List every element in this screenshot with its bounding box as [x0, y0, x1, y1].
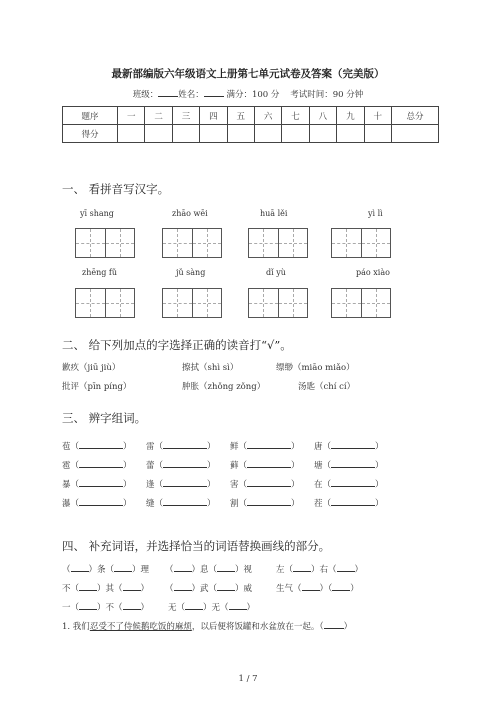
- word-blank[interactable]: [247, 439, 291, 449]
- header-cell: 题序: [63, 107, 118, 125]
- header-cell: 八: [309, 107, 336, 125]
- section4-title: 四、 补充词语，并选择恰当的词语替换画线的部分。: [62, 539, 331, 553]
- paren: ）: [291, 480, 300, 490]
- idiom-blank[interactable]: [79, 600, 97, 610]
- word-blank[interactable]: [79, 477, 123, 487]
- section1-title: 一、 看拼音写汉字。: [62, 182, 170, 196]
- paren: （: [70, 499, 80, 509]
- paren: ）: [207, 461, 216, 471]
- paren: ）: [291, 442, 300, 452]
- name-blank: [204, 88, 224, 97]
- idiom-blank[interactable]: [217, 562, 235, 572]
- word-group-item: [146, 458, 216, 471]
- paren: ）: [375, 461, 384, 471]
- score-cell[interactable]: [200, 125, 227, 143]
- score-cell[interactable]: [282, 125, 309, 143]
- idiom-blank[interactable]: [174, 581, 192, 591]
- reading-option[interactable]: 汤匙（chí cí）: [298, 382, 356, 392]
- name-label: 姓名：: [178, 90, 204, 100]
- char-label: 缝: [146, 499, 155, 509]
- score-cell[interactable]: [337, 125, 364, 143]
- idiom-blank[interactable]: [337, 562, 355, 572]
- section3-title: 三、 辨字组词。: [62, 411, 147, 425]
- pinyin: huā lěi: [260, 209, 288, 218]
- paren: （: [70, 442, 80, 452]
- header-cell: 二: [145, 107, 172, 125]
- full-score: 满分：100 分: [226, 90, 280, 100]
- reading-option[interactable]: 缥缈（miāo miǎo）: [276, 363, 355, 373]
- word-group-item: [314, 477, 384, 490]
- word-blank[interactable]: [331, 439, 375, 449]
- idiom-blank[interactable]: [71, 562, 89, 572]
- paren: ）: [375, 499, 384, 509]
- word-blank[interactable]: [79, 439, 123, 449]
- paren: ）: [123, 461, 132, 471]
- paren: （: [154, 480, 164, 490]
- paren: ）: [123, 499, 132, 509]
- score-cell[interactable]: [392, 125, 439, 143]
- idiom-blank[interactable]: [302, 581, 320, 591]
- word-blank[interactable]: [163, 439, 207, 449]
- paren: （: [238, 499, 248, 509]
- paren: （: [238, 461, 248, 471]
- word-blank[interactable]: [247, 477, 291, 487]
- score-row: [63, 125, 439, 143]
- writing-grid[interactable]: [162, 228, 222, 258]
- writing-grid[interactable]: [75, 288, 135, 318]
- pinyin: páo xiào: [356, 268, 390, 277]
- page-title: 最新部编版六年级语文上册第七单元试卷及答案（完美版）: [111, 68, 385, 80]
- paren: （: [238, 442, 248, 452]
- word-blank[interactable]: [331, 458, 375, 468]
- pinyin: zhāo wēi: [172, 209, 208, 218]
- word-blank[interactable]: [79, 458, 123, 468]
- header-cell: 三: [172, 107, 199, 125]
- char-label: 唐: [314, 442, 323, 452]
- header-cell: 九: [337, 107, 364, 125]
- reading-option[interactable]: 批评（pīn píng）: [62, 382, 132, 392]
- writing-grid[interactable]: [248, 228, 308, 258]
- word-group-item: [62, 496, 132, 509]
- pinyin: dǐ yù: [266, 268, 286, 277]
- paren: ）: [375, 480, 384, 490]
- reading-option[interactable]: 歉疚（jiū jiù）: [62, 363, 121, 373]
- idiom-line: 生气（ ）（ ）: [276, 581, 359, 594]
- char-label: 苞: [62, 442, 71, 452]
- char-label: 害: [230, 480, 239, 490]
- score-cell[interactable]: [118, 125, 145, 143]
- paren: （: [70, 461, 80, 471]
- writing-grid[interactable]: [248, 288, 308, 318]
- idiom-blank[interactable]: [174, 562, 192, 572]
- word-blank[interactable]: [163, 496, 207, 506]
- char-label: 在: [314, 480, 323, 490]
- paren: ）: [207, 480, 216, 490]
- paren: ）: [207, 442, 216, 452]
- exam-info: [0, 88, 496, 100]
- class-blank: [158, 88, 178, 97]
- word-group-item: [230, 439, 300, 452]
- idiom-blank[interactable]: [293, 562, 311, 572]
- score-table: [62, 106, 439, 143]
- paren: （: [322, 480, 332, 490]
- idiom-line: 一（ ）不（ ）: [62, 600, 149, 613]
- paren: ）: [375, 442, 384, 452]
- idiom-line: （ ）武（ ）威: [165, 581, 252, 594]
- idiom-blank[interactable]: [332, 581, 350, 591]
- char-label: 藓: [230, 461, 239, 471]
- char-label: 雷: [146, 442, 155, 452]
- paren: ）: [123, 480, 132, 490]
- word-group-item: [62, 458, 132, 471]
- pinyin: jǔ sàng: [176, 268, 206, 277]
- word-group-item: [314, 496, 384, 509]
- char-label: 逢: [146, 480, 155, 490]
- header-cell: 一: [118, 107, 145, 125]
- score-cell[interactable]: [145, 125, 172, 143]
- char-label: 茬: [314, 499, 323, 509]
- word-blank[interactable]: [247, 458, 291, 468]
- pinyin: yī shang: [80, 209, 114, 218]
- header-cell: 六: [254, 107, 281, 125]
- score-header-row: [63, 107, 439, 125]
- word-group-item: [146, 496, 216, 509]
- idiom-line: （ ）条（ ）理: [62, 562, 149, 575]
- word-blank[interactable]: [163, 477, 207, 487]
- reading-option[interactable]: 肿胀（zhǒng zǒng）: [182, 382, 266, 392]
- paren: （: [154, 499, 164, 509]
- header-cell: 七: [282, 107, 309, 125]
- word-group-item: [230, 496, 300, 509]
- exam-time: 考试时间：90 分钟: [290, 90, 364, 100]
- page-number: 1 / 7: [238, 674, 258, 684]
- score-cell[interactable]: [172, 125, 199, 143]
- paren: （: [238, 480, 248, 490]
- paren: （: [322, 442, 332, 452]
- writing-grid[interactable]: [331, 288, 391, 318]
- idiom-blank[interactable]: [185, 600, 203, 610]
- paren: ）: [207, 499, 216, 509]
- word-group-item: [62, 439, 132, 452]
- word-blank[interactable]: [163, 458, 207, 468]
- header-cell: 四: [200, 107, 227, 125]
- word-group-item: [314, 458, 384, 471]
- idiom-blank[interactable]: [217, 581, 235, 591]
- word-blank[interactable]: [331, 477, 375, 487]
- char-label: 塘: [314, 461, 323, 471]
- score-cell[interactable]: [309, 125, 336, 143]
- score-cell[interactable]: [364, 125, 391, 143]
- paren: （: [70, 480, 80, 490]
- paren: （: [322, 499, 332, 509]
- writing-grid[interactable]: [162, 288, 222, 318]
- class-label: 班级：: [132, 90, 159, 100]
- char-label: 暴: [62, 480, 71, 490]
- char-label: 雹: [62, 461, 71, 471]
- paren: （: [154, 442, 164, 452]
- section2-title: 二、 给下列加点的字选择正确的读音打“√”。: [62, 338, 292, 352]
- paren: （: [322, 461, 332, 471]
- idiom-blank[interactable]: [123, 581, 141, 591]
- writing-grid[interactable]: [331, 228, 391, 258]
- char-label: 蕾: [146, 461, 155, 471]
- word-group-item: [146, 439, 216, 452]
- answer-blank[interactable]: [324, 619, 344, 629]
- score-cell[interactable]: [254, 125, 281, 143]
- word-group-item: [146, 477, 216, 490]
- idiom-blank[interactable]: [229, 600, 247, 610]
- underlined-phrase: 忍受不了侍候鹅吃饭的麻烦: [89, 622, 192, 632]
- word-blank[interactable]: [79, 496, 123, 506]
- word-blank[interactable]: [247, 496, 291, 506]
- header-cell: 五: [227, 107, 254, 125]
- paren: ）: [291, 499, 300, 509]
- paren: ）: [291, 461, 300, 471]
- header-cell: 十: [364, 107, 391, 125]
- char-label: 鲜: [230, 442, 239, 452]
- word-blank[interactable]: [331, 496, 375, 506]
- paren: ）: [123, 442, 132, 452]
- char-label: 瀑: [62, 499, 71, 509]
- word-group-item: [314, 439, 384, 452]
- word-group-item: [230, 477, 300, 490]
- idiom-line: 无（ ）无（ ）: [168, 600, 255, 613]
- pinyin: zhēng fǔ: [82, 268, 118, 277]
- score-row-label: 得分: [63, 125, 118, 143]
- writing-grid[interactable]: [75, 228, 135, 258]
- idiom-blank[interactable]: [79, 581, 97, 591]
- idiom-line: （ ）息（ ）视: [165, 562, 252, 575]
- paren: （: [154, 461, 164, 471]
- idiom-blank[interactable]: [114, 562, 132, 572]
- idiom-line: 左（ ）右（ ）: [276, 562, 363, 575]
- score-cell[interactable]: [227, 125, 254, 143]
- word-group-item: [62, 477, 132, 490]
- header-cell: 总分: [392, 107, 439, 125]
- replace-sentence: 1. 我们忍受不了侍候鹅吃饭的麻烦，以后便将饭罐和水盆放在一起。（ ）: [62, 619, 352, 632]
- idiom-blank[interactable]: [123, 600, 141, 610]
- idiom-line: 不（ ）其（ ）: [62, 581, 149, 594]
- word-group-item: [230, 458, 300, 471]
- char-label: 割: [230, 499, 239, 509]
- pinyin: yì lì: [368, 209, 383, 218]
- reading-option[interactable]: 擦拭（shì sì）: [182, 363, 239, 373]
